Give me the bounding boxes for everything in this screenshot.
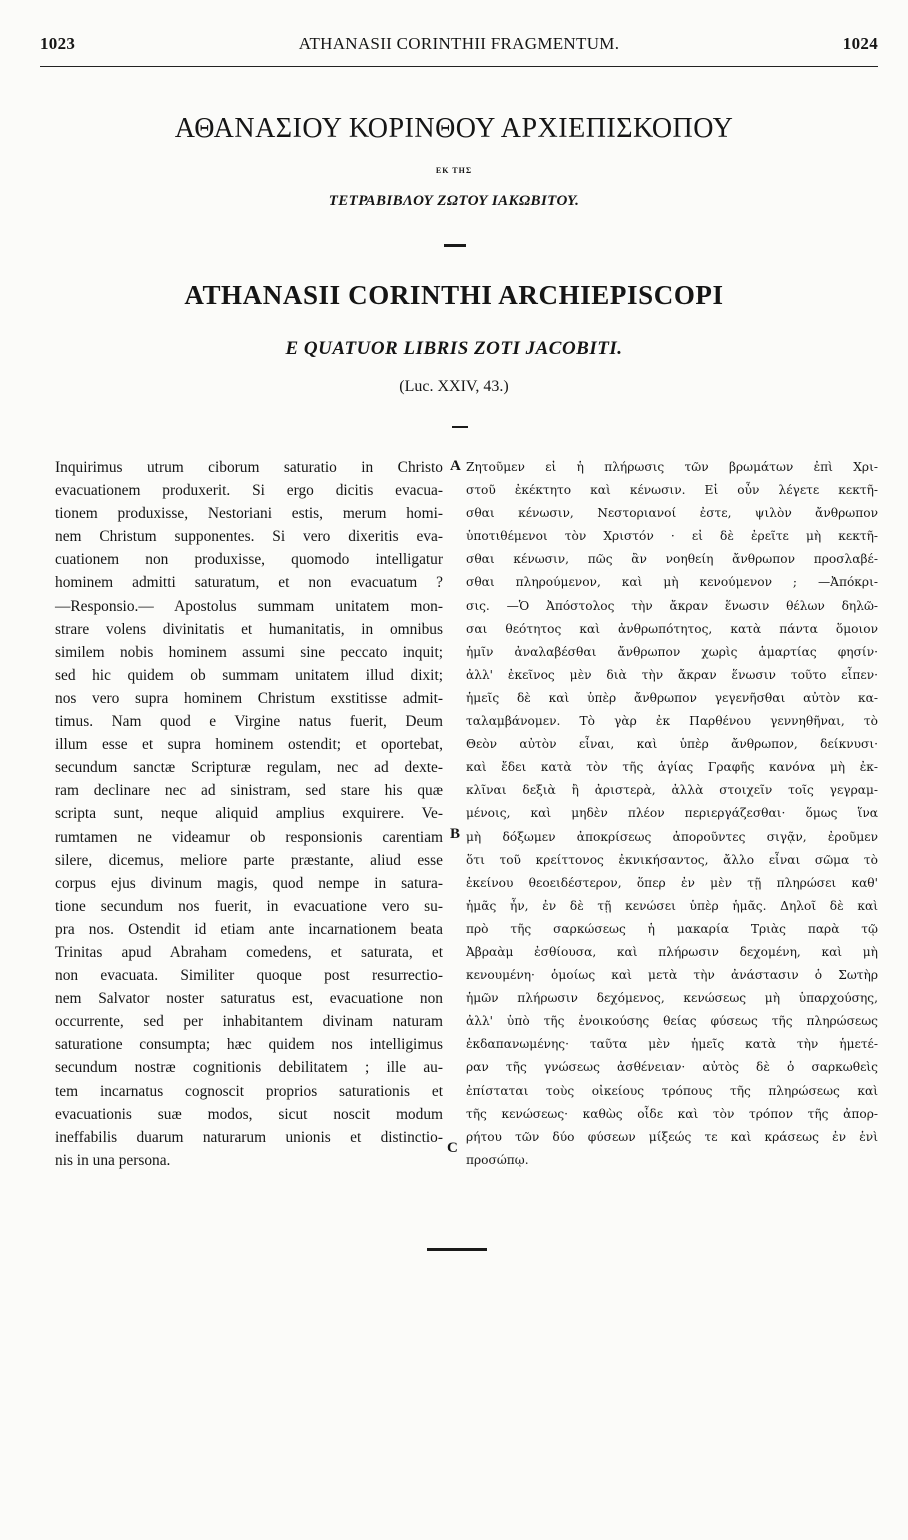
scripture-reference: (Luc. XXIV, 43.) [399,378,509,395]
latin-text-line: tionem produxisse, Nestoriani estis, merum homi- [55,505,443,523]
latin-text-line: evacuationem produxerit. Si ergo dicitis evacua- [55,482,443,500]
greek-text-line: σθαι πληρούμενον, καὶ μὴ κενούμενον ; —Ἀπόκρι- [466,575,878,590]
greek-text-line: Θεὸν αὐτὸν εἶναι, καὶ ὑπὲρ ἄνθρωπον, δείκνυσι· [466,737,878,752]
latin-text-line: ineffabilis duarum naturarum unionis et distinctio- [55,1128,443,1146]
latin-text-line: strare volens divinitatis et humanitatis, in omnibus [55,620,443,638]
greek-text-line: προσώπῳ. [466,1152,529,1167]
greek-text-line: κενουμένη· ὁμοίως καὶ μετὰ τὴν ἀνάστασιν ὁ Σωτὴρ [466,968,878,983]
greek-text-line: ὅτι τοῦ κρείττονος ἐκνικήσαντος, ἄλλο εἶναι σῶμα τὸ [466,852,878,867]
latin-text-line: nem Salvator noster saturatus est, evacuatione non [55,990,443,1008]
greek-text-line: ἡμᾶς ἦν, ἐν δὲ τῇ κενώσει ὑπὲρ ἡμᾶς. Δηλοῖ δὲ καὶ [466,898,878,913]
latin-text-line: nos vero supra hominem Christum exstitisse admit- [55,689,443,707]
running-header [40,34,878,58]
greek-text-line: καὶ ἔδει κατὰ τὸν τῆς ἁγίας Γραφῆς κανόνα μὴ ἐκ- [466,760,878,775]
greek-text-line: ἡμεῖς δὲ καὶ ὑπὲρ ἄνθρωπον γεγενῆσθαι αὐτὸν κα- [466,690,878,705]
greek-column [466,456,878,1172]
latin-title: ATHANASII CORINTHI ARCHIEPISCOPI [184,280,724,310]
greek-text-line: ἀλλ' ἐκεῖνος μὲν διὰ τὴν ἄκραν ἕνωσιν τοῦτο εἶπεν· [466,667,878,682]
latin-text-line: silere, dicemus, meliore parte præstante, aliud esse [55,851,443,869]
latin-text-line: hominem admitti saturatum, et non evacuatum ? [55,574,443,592]
latin-text-line: —Responsio.— Apostolus summam unitatem mon- [55,597,443,615]
latin-text-line: Inquirimus utrum ciborum saturatio in Christo [55,459,443,476]
latin-text-line: secundum sanctæ Scripturæ regulam, nec ad dexte- [55,759,443,777]
greek-text-line: σαι θεότητος καὶ ἀνθρωπότητος, κατὰ πάντα ὅμοιον [466,621,878,636]
latin-text-line: nem Christum supponentes. Si vero dixeritis eva- [55,528,443,546]
margin-marker-a: A [450,458,461,474]
greek-text-line: ἡμῖν ἀναλαβέσθαι ἄνθρωπον χωρὶς ἁμαρτίας φησίν· [466,644,878,659]
latin-text-line: corpus ejus divinum magis, quod nempe in satura- [55,874,443,892]
greek-text-line: μὴ δόξωμεν ἀποκρίσεως ἀποροῦντες σιγᾷν, ἐροῦμεν [466,829,878,844]
latin-text-line: cuationem non produxisse, quomodo intelligatur [55,551,443,569]
header-rule [40,66,878,67]
latin-text-line: scripta sunt, neque aliquid amplius exquirere. Ve- [55,805,443,823]
page-number-right: 1024 [842,34,878,53]
greek-text-line: ἐπίσταται τοὺς οἰκείους τρόπους τῆς πληρώσεως καὶ [466,1083,878,1098]
latin-text-line: pra nos. Ostendit id etiam ante incarnationem beata [55,920,443,938]
reference-dash [452,426,468,428]
greek-text-line: ἐκδαπανωμένης· ταῦτα μὲν ἡμεῖς κατὰ τὴν ἡμετέ- [466,1037,878,1052]
running-title: ATHANASII CORINTHII FRAGMENTUM. [298,34,620,53]
greek-text-line: τῆς κενώσεως· καθὼς οἶδε καὶ τὸν τρόπον τῆς ἀπορ- [466,1106,878,1121]
greek-text-line: στοῦ ἐκέκτητο καὶ κένωσιν. Εἰ οὖν λέγετε κεκτῆ- [466,483,878,498]
latin-text-line: rumtamen ne videamur ob responsionis carentiam [55,828,443,846]
latin-text-line: ram declinare nec ad sinistram, sed stare his quæ [55,782,443,800]
latin-text-line: similem nobis hominem assumi sine peccato inquit; [55,643,443,661]
greek-text-line: σθαι κένωσιν, πῶς ἂν νοηθείη ἄνθρωπον προσλαβέ- [466,552,878,567]
greek-title: ΑΘΑΝΑΣΙΟΥ ΚΟΡΙΝΘΟΥ ΑΡΧΙΕΠΙΣΚΟΠΟΥ [174,113,734,144]
latin-text-line: timus. Nam quod e Virgine natus fuerit, Deum [55,713,443,731]
latin-text-line: illum esse et supra hominem ostendit; et oportebat, [55,736,443,754]
latin-text-line: Trinitas apud Abraham comedens, et saturata, et [55,943,443,961]
greek-text-line: κλῖναι δεξιὰ ἢ ἀριστερὰ, ἀλλὰ στοιχεῖν τοῖς γεγραμ- [466,783,878,798]
greek-text-line: ἐκείνου θεοειδέστερον, ὅπερ ἐν μὲν τῇ πληρώσει καθ' [466,875,878,890]
latin-text-line: secundum nostræ cognitionis debilitatem ; ille au- [55,1059,443,1077]
margin-marker-c: C [447,1140,458,1156]
greek-text-line: σις. —Ὁ Ἀπόστολος τὴν ἄκραν ἕνωσιν θέλων δηλῶ- [466,598,878,613]
latin-text-line: saturatione consumpta; hæc quidem nos intelligimus [55,1036,443,1054]
margin-marker-b: B [450,826,461,842]
greek-text-line: ραν τῆς γνώσεως ἀσθένειαν· αὐτὸς δὲ ὁ σαρκωθεὶς [466,1060,878,1075]
latin-text-line: evacuationis suæ modos, sicut noscit modum [55,1105,443,1123]
greek-text-line: σθαι κένωσιν, Νεστοριανοί ἐστε, ψιλὸν ἄνθρωπον [466,506,878,521]
end-rule [427,1248,487,1251]
greek-text-line: Ἀβραὰμ ἐσθίουσα, καὶ πλήρωσιν δεχομένη, καὶ μὴ [466,944,878,959]
latin-text-line: tem incarnatus cognoscit proprios saturationis et [55,1082,443,1100]
greek-ek-tes: ΕΚ ΤΗΣ [435,166,473,175]
page-number-left: 1023 [40,34,76,53]
latin-text-line: tione secundum nos fuerit, in evacuatione vero su- [55,897,443,915]
greek-text-line: ταλαμβάνομεν. Τὸ γὰρ ἐκ Παρθένου γεννηθῆναι, τὸ [466,714,878,729]
greek-text-line: ρήτου τῶν δύο φύσεων μίξεώς τε καὶ κράσεως ἐν ἑνὶ [466,1129,878,1144]
greek-text-line: ὑποτιθέμενοι τὸν Χριστόν · εἰ δὲ ἐρεῖτε μὴ κεκτῆ- [466,529,878,544]
greek-text-line: πρὸ τῆς σαρκώσεως ἡ μακαρία Τριὰς παρὰ τῷ [466,921,878,936]
greek-text-line: ἀλλ' ὑπὸ τῆς ἐνοικούσης θείας φύσεως τῆς πληρώσεως [466,1014,878,1029]
greek-text-line: μένοις, καὶ μηδὲν πλέον περιεργάζεσθαι· ὅμως ἵνα [466,806,878,821]
latin-text-line: nis in una persona. [55,1151,171,1169]
greek-subtitle: ΤΕΤΡΑΒΙΒΛΟΥ ΖΩΤΟΥ ΙΑΚΩΒΙΤΟΥ. [328,193,580,209]
title-separator-dash [444,244,466,247]
greek-text-line: Ζητοῦμεν εἰ ἡ πλήρωσις τῶν βρωμάτων ἐπὶ Χρι- [466,460,878,474]
latin-text-line: sed hic quidem ob summam unitatem illud dixit; [55,666,443,684]
latin-column [55,456,443,1172]
latin-subtitle: E QUATUOR LIBRIS ZOTI JACOBITI. [285,338,623,359]
greek-text-line: ἡμῶν πλήρωσιν δεχόμενος, κενώσεως μὴ ὑπαρχούσης, [466,991,878,1006]
latin-text-line: occurrente, sed per inhabitantem divinam naturam [55,1013,443,1031]
latin-text-line: non evacuata. Similiter quoque post resurrectio- [55,967,443,985]
